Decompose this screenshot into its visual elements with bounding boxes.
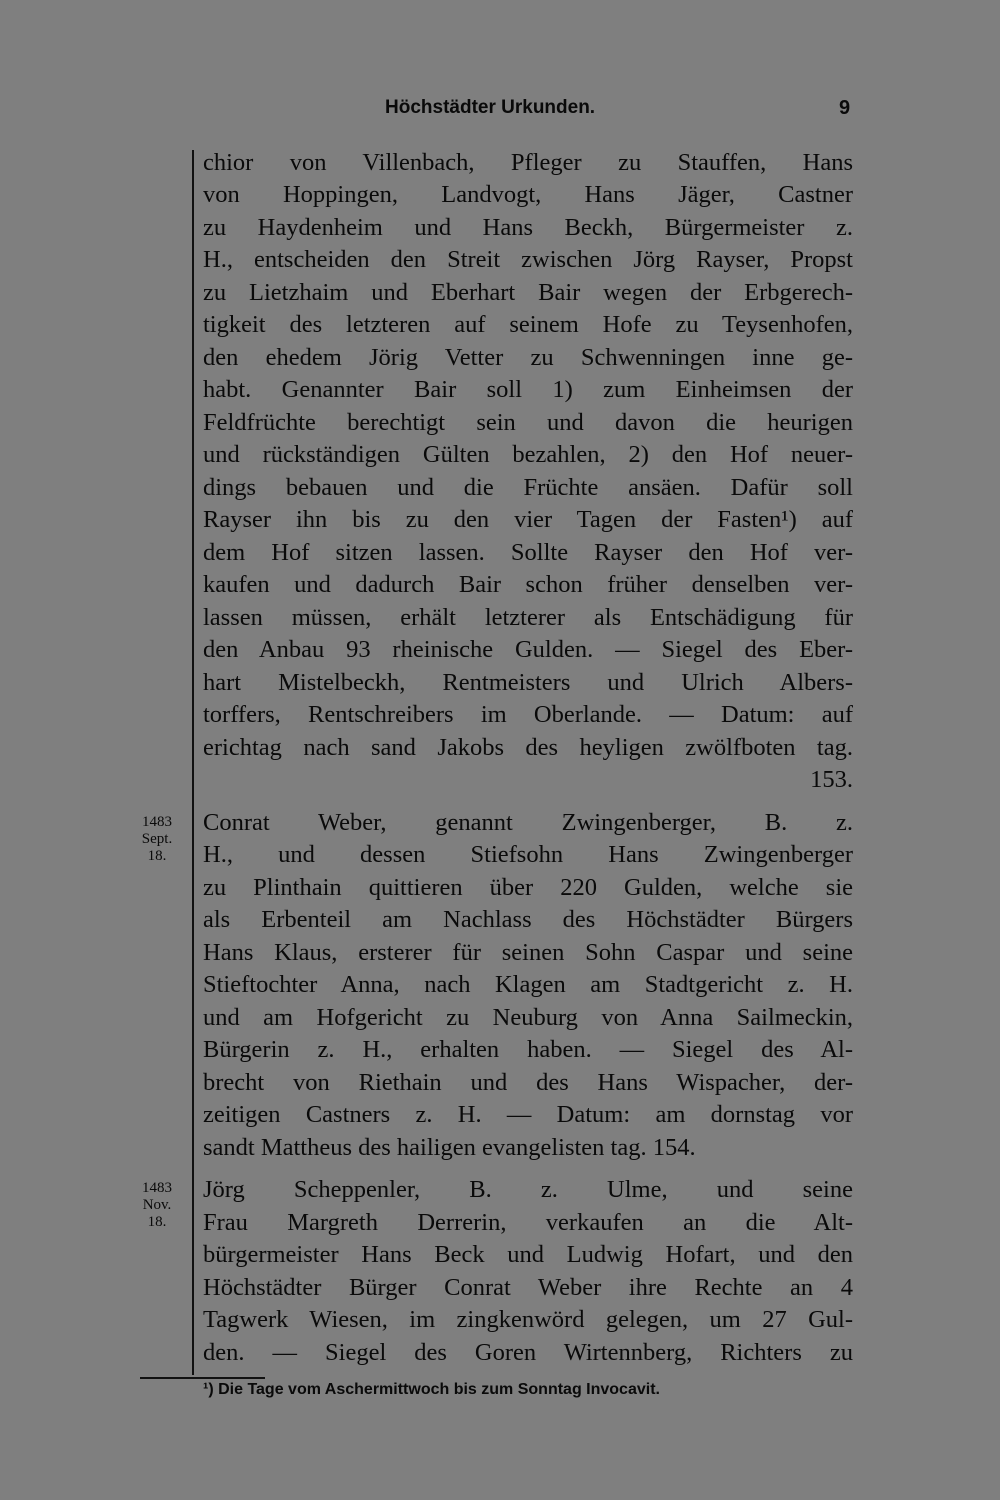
text-line: H., entscheiden den Streit zwischen Jörg Rayser, Propst [203, 246, 853, 273]
text-line: tigkeit des letzteren auf seinem Hofe zu Teysenhofen, [203, 311, 853, 338]
text-line: Tagwerk Wiesen, im zingkenwörd gelegen, um 27 Gul- [203, 1306, 853, 1333]
text-line: zu Plinthain quittieren über 220 Gulden, welche sie [203, 874, 853, 901]
text-line: Bürgerin z. H., erhalten haben. — Siegel des Al- [203, 1036, 853, 1063]
margin-date-day: 18. [147, 848, 167, 864]
page-number: 9 [839, 97, 851, 119]
text-line: habt. Genannter Bair soll 1) zum Einheimsen der [203, 376, 853, 403]
text-line: Conrat Weber, genannt Zwingenberger, B. z. [203, 809, 853, 836]
margin-date [128, 1180, 186, 1231]
text-line: dings bebauen und die Früchte ansäen. Dafür soll [203, 474, 853, 501]
margin-date-month: Sept. [141, 831, 173, 847]
text-line: Rayser ihn bis zu den vier Tagen der Fasten¹) auf [203, 506, 853, 533]
page-header-title: Höchstädter Urkunden. [385, 97, 596, 118]
text-line: hart Mistelbeckh, Rentmeisters und Ulrich Albers- [203, 669, 853, 696]
text-line: chior von Villenbach, Pfleger zu Stauffen, Hans [203, 149, 853, 176]
text-line: zu Haydenheim und Hans Beckh, Bürgermeister z. [203, 214, 853, 241]
text-line: Frau Margreth Derrerin, verkaufen an die Alt- [203, 1209, 853, 1236]
margin-date [128, 814, 186, 865]
text-line: Feldfrüchte berechtigt sein und davon die heurigen [203, 409, 853, 436]
text-line: Stieftochter Anna, nach Klagen am Stadtgericht z. H. [203, 971, 853, 998]
margin-date-month: Nov. [142, 1197, 172, 1213]
text-line: bürgermeister Hans Beck und Ludwig Hofart, und den [203, 1241, 853, 1268]
margin-date-year: 1483 [142, 814, 172, 830]
text-line: dem Hof sitzen lassen. Sollte Rayser den Hof ver- [203, 539, 853, 566]
text-line: kaufen und dadurch Bair schon früher denselben ver- [203, 571, 853, 598]
text-line: von Hoppingen, Landvogt, Hans Jäger, Castner [203, 181, 853, 208]
text-line: den ehedem Jörig Vetter zu Schwenningen inne ge- [203, 344, 853, 371]
margin-date-day: 18. [147, 1214, 167, 1230]
text-line: Hans Klaus, ersterer für seinen Sohn Caspar und seine [203, 939, 853, 966]
text-line: brecht von Riethain und des Hans Wispacher, der- [203, 1069, 853, 1096]
text-line: und rückständigen Gülten bezahlen, 2) den Hof neuer- [203, 441, 853, 468]
text-line: Jörg Scheppenler, B. z. Ulme, und seine [203, 1176, 853, 1203]
margin-rule [192, 150, 194, 1375]
text-line: sandt Mattheus des hailigen evangelisten tag. 154. [203, 1134, 696, 1161]
text-line: zu Lietzhaim und Eberhart Bair wegen der Erbgerech- [203, 279, 853, 306]
text-line: 153. [810, 766, 853, 793]
text-line: lassen müssen, erhält letzterer als Entschädigung für [203, 604, 853, 631]
text-line: und am Hofgericht zu Neuburg von Anna Sailmeckin, [203, 1004, 853, 1031]
text-line: torffers, Rentschreibers im Oberlande. — Datum: auf [203, 701, 853, 728]
text-line: Höchstädter Bürger Conrat Weber ihre Rechte an 4 [203, 1274, 853, 1301]
text-line: erichtag nach sand Jakobs des heyligen zwölfboten tag. [203, 734, 853, 761]
text-line: den Anbau 93 rheinische Gulden. — Siegel des Eber- [203, 636, 853, 663]
footnote: ¹) Die Tage vom Aschermittwoch bis zum Sonntag Invocavit. [203, 1381, 660, 1398]
text-line: als Erbenteil am Nachlass des Höchstädter Bürgers [203, 906, 853, 933]
text-line: H., und dessen Stiefsohn Hans Zwingenberger [203, 841, 853, 868]
text-line: den. — Siegel des Goren Wirtennberg, Richters zu [203, 1339, 853, 1366]
text-line: zeitigen Castners z. H. — Datum: am dornstag vor [203, 1101, 853, 1128]
footnote-rule [140, 1377, 265, 1379]
margin-date-year: 1483 [142, 1180, 172, 1196]
